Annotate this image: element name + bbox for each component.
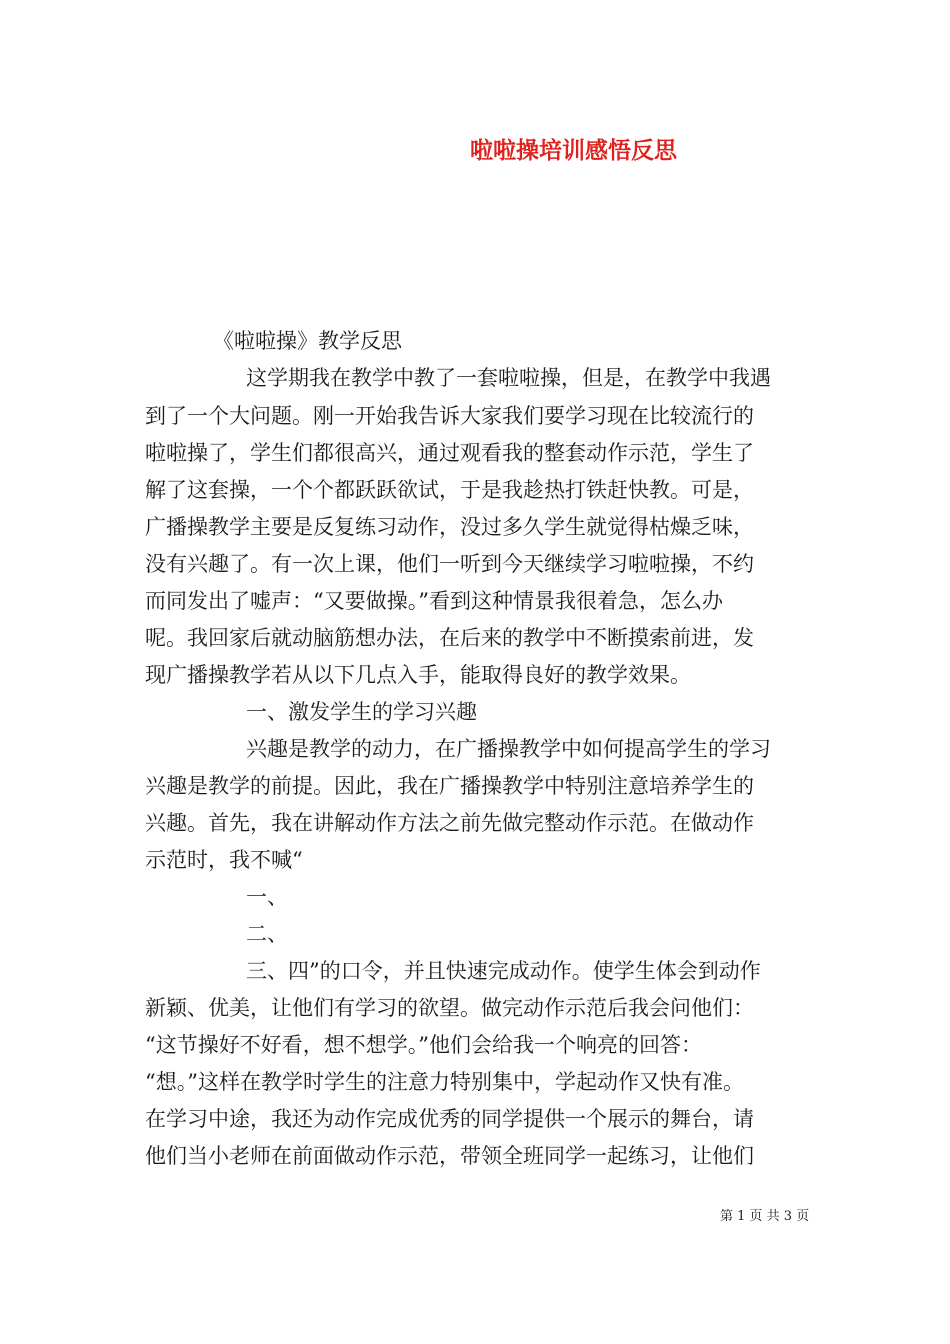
paragraph-line: 啦啦操了，学生们都很高兴，通过观看我的整套动作示范，学生了 bbox=[145, 441, 754, 465]
document-title: 啦啦操培训感悟反思 bbox=[470, 137, 677, 164]
page-number: 第 1 页 共 3 页 bbox=[720, 1209, 810, 1224]
paragraph-line: 解了这套操，一个个都跃跃欲试，于是我趁热打铁赶快教。可是， bbox=[145, 478, 754, 502]
paragraph-line: 在学习中途，我还为动作完成优秀的同学提供一个展示的舞台，请 bbox=[145, 1107, 754, 1131]
paragraph-line: “想。”这样在教学时学生的注意力特别集中，学起动作又快有准。 bbox=[145, 1070, 744, 1094]
paragraph-line: 呢。我回家后就动脑筋想办法，在后来的教学中不断摸索前进，发 bbox=[145, 626, 754, 650]
subheading: 一、激发学生的学习兴趣 bbox=[246, 700, 477, 724]
paragraph-line: 新颖、优美，让他们有学习的欲望。做完动作示范后我会问他们： bbox=[145, 996, 754, 1020]
section-heading: 《啦啦操》教学反思 bbox=[213, 329, 402, 353]
paragraph-line: 兴趣是教学的动力，在广播操教学中如何提高学生的学习 bbox=[246, 737, 771, 761]
paragraph-line: 兴趣是教学的前提。因此，我在广播操教学中特别注意培养学生的 bbox=[145, 774, 754, 798]
paragraph-line: 到了一个大问题。刚一开始我告诉大家我们要学习现在比较流行的 bbox=[145, 404, 754, 428]
paragraph-line: 而同发出了嘘声：“又要做操。”看到这种情景我很着急，怎么办 bbox=[145, 589, 723, 613]
paragraph-line: 广播操教学主要是反复练习动作，没过多久学生就觉得枯燥乏味， bbox=[145, 515, 754, 539]
paragraph-line: 现广播操教学若从以下几点入手，能取得良好的教学效果。 bbox=[145, 663, 691, 687]
paragraph-line: 他们当小老师在前面做动作示范，带领全班同学一起练习，让他们 bbox=[145, 1144, 754, 1168]
paragraph-line: 没有兴趣了。有一次上课，他们一听到今天继续学习啦啦操，不约 bbox=[145, 552, 754, 576]
paragraph-line: 一、 bbox=[246, 885, 288, 909]
paragraph-line: 这学期我在教学中教了一套啦啦操，但是，在教学中我遇 bbox=[246, 366, 771, 390]
paragraph-line: 示范时，我不喊“ bbox=[145, 848, 303, 872]
paragraph-line: 三、四”的口令，并且快速完成动作。使学生体会到动作 bbox=[246, 959, 761, 983]
paragraph-line: 兴趣。首先，我在讲解动作方法之前先做完整动作示范。在做动作 bbox=[145, 811, 754, 835]
paragraph-line: “这节操好不好看，想不想学。”他们会给我一个响亮的回答： bbox=[145, 1033, 702, 1057]
paragraph-line: 二、 bbox=[246, 922, 288, 946]
